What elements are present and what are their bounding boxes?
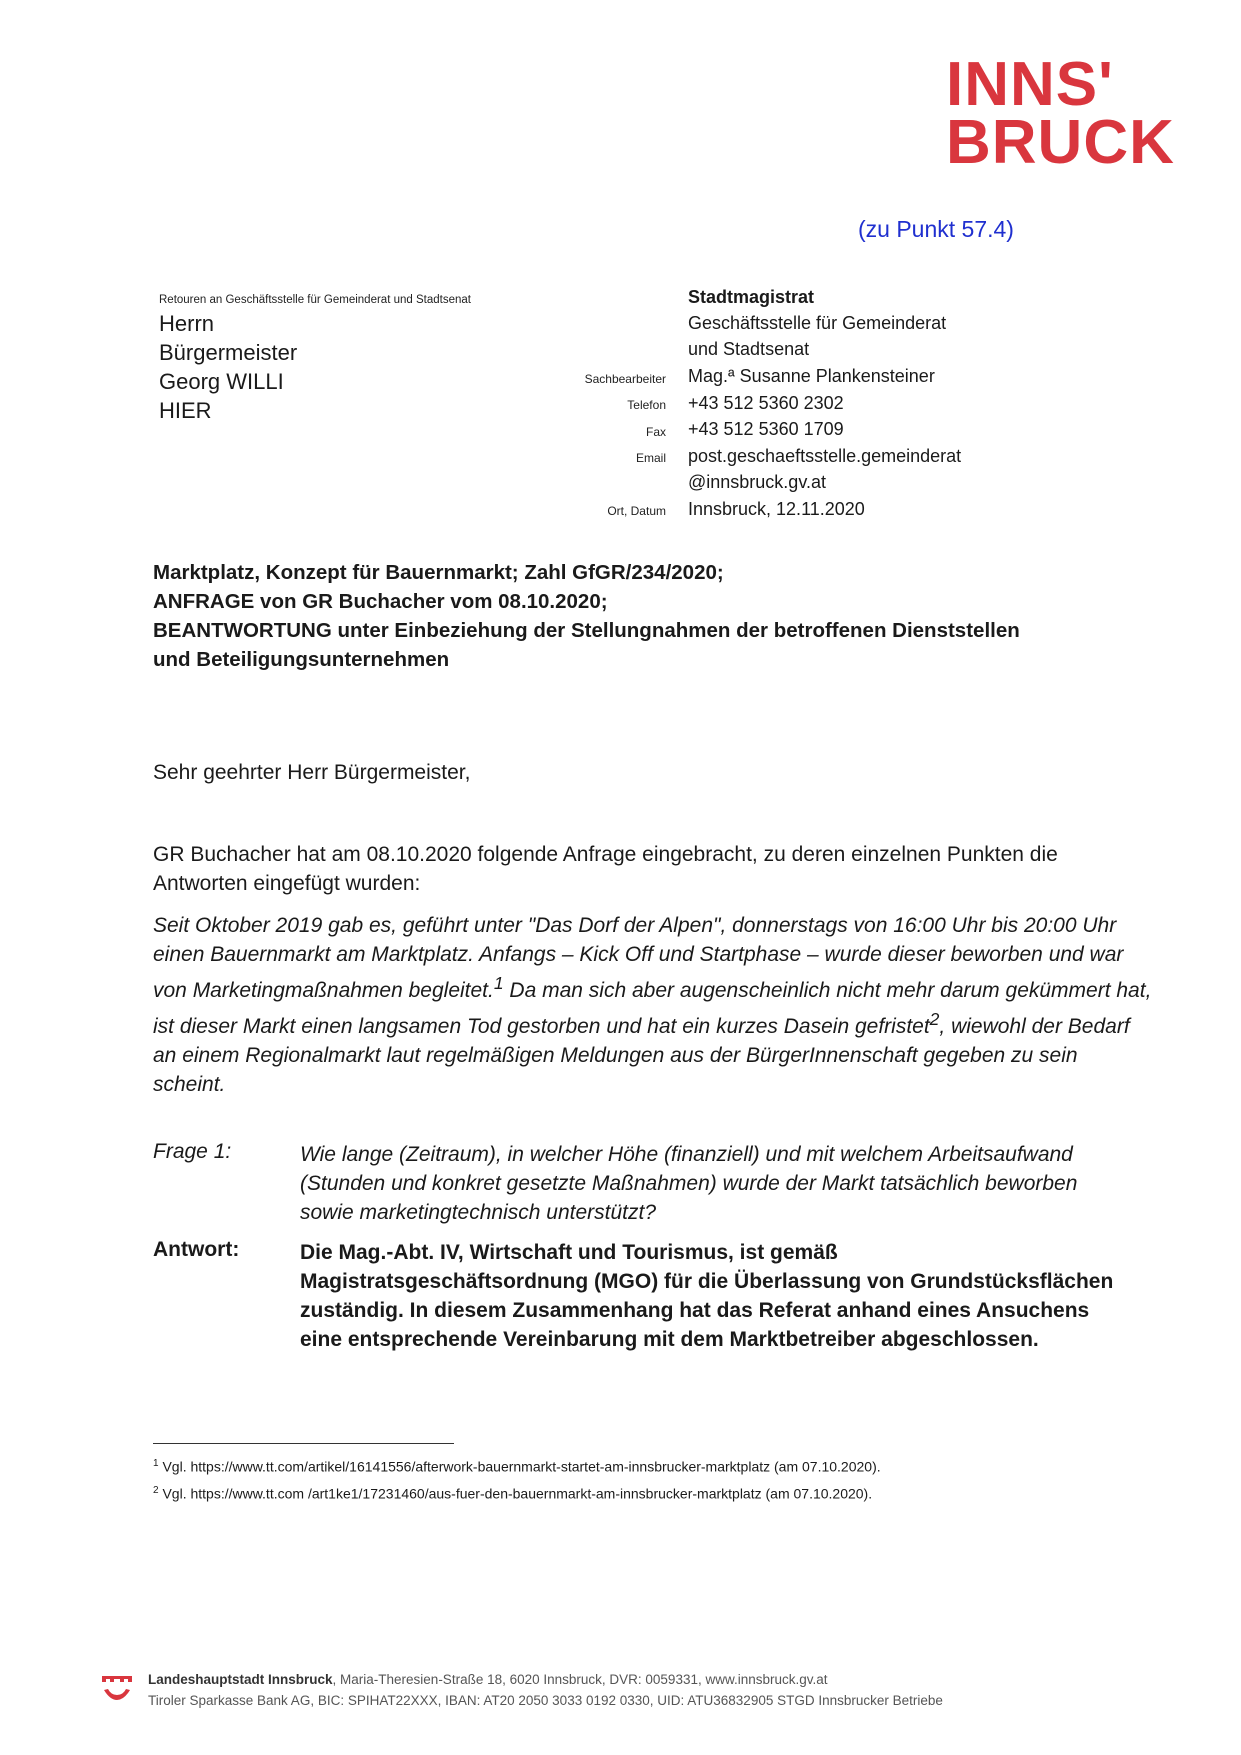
email-line-2: @innsbruck.gv.at	[688, 472, 826, 492]
footnote-ref: 1	[493, 973, 504, 993]
quote-part: , wiewohl der Bedarf an einem Regionalmarkt laut regelmäßigen Meldungen aus der BürgerInnenschaft gegeben zu sein scheint.	[153, 1015, 1130, 1096]
footnote-1	[153, 1458, 881, 1475]
footer-line-1	[148, 1672, 828, 1687]
answer-text: Die Mag.-Abt. IV, Wirtschaft und Tourismus, ist gemäß Magistratsgeschäftsordnung (MGO) für die Überlassung von Grundstücksflächen zuständig. In diesem Zusammenhang hat das Referat anhand eines Ansuchens eine entsprechende Vereinbarung mit dem Marktbetreiber abgeschlossen.	[300, 1241, 1114, 1351]
subject-line: Marktplatz, Konzept für Bauernmarkt; Zahl GfGR/234/2020;	[153, 561, 724, 584]
sender-department-2: und Stadtsenat	[688, 339, 810, 359]
logo-line-1: INNS'	[946, 50, 1114, 119]
email-line-1: post.geschaeftsstelle.gemeinderat	[688, 446, 962, 466]
fax-number: +43 512 5360 1709	[688, 419, 844, 439]
footnote-ref: 2	[929, 1009, 940, 1029]
quote-part: Seit Oktober 2019 gab es, geführt unter "Das Dorf der Alpen", donnerstags von 16:00 Uhr bis 20:00 Uhr einen Bauernmarkt am Marktplatz. Anfangs – Kick Off und Startphase – wurde dieser beworben und war von Marketingmaßnahmen begleitet.	[153, 914, 1124, 1002]
footnote-number: 2	[153, 1485, 159, 1496]
subject-line: und Beteiligungsunternehmen	[153, 648, 450, 671]
recipient-line: HIER	[159, 398, 212, 423]
place-date: Innsbruck, 12.11.2020	[688, 499, 865, 519]
question-label: Frage 1:	[153, 1140, 232, 1163]
footnote-text: Vgl. https://www.tt.com/artikel/16141556/afterwork-bauernmarkt-startet-am-innsbrucker-marktplatz (am 07.10.2020).	[162, 1458, 881, 1475]
sender-office: Stadtmagistrat	[688, 287, 815, 307]
quote-part: Da man sich aber augenscheinlich nicht mehr darum gekümmert hat, ist dieser Markt einen langsamen Tod gestorben und hat ein kurzes Dasein gefristet	[153, 979, 1152, 1038]
innsbruck-logo	[946, 50, 1196, 177]
fax-label: Fax	[645, 425, 666, 439]
recipient-line: Herrn	[159, 311, 215, 336]
subject-line: ANFRAGE von GR Buchacher vom 08.10.2020;	[153, 590, 608, 613]
date-label: Ort, Datum	[607, 504, 666, 518]
return-address-note: Retouren an Geschäftsstelle für Gemeinderat und Stadtsenat	[159, 294, 471, 306]
recipient-line: Georg WILLI	[159, 369, 284, 394]
footnote-2	[153, 1485, 872, 1502]
intro-paragraph: GR Buchacher hat am 08.10.2020 folgende Anfrage eingebracht, zu deren einzelnen Punkten die Antworten eingefügt wurden:	[153, 843, 1058, 895]
city-crest-icon	[100, 1672, 134, 1711]
phone-number: +43 512 5360 2302	[688, 393, 844, 413]
logo-line-2: BRUCK	[946, 108, 1175, 177]
agenda-reference: (zu Punkt 57.4)	[858, 216, 1014, 242]
salutation: Sehr geehrter Herr Bürgermeister,	[153, 761, 471, 784]
answer-label: Antwort:	[153, 1238, 240, 1261]
recipient-address	[159, 309, 297, 425]
footnote-number: 1	[153, 1458, 159, 1469]
clerk-name: Mag.ª Susanne Plankensteiner	[688, 366, 935, 386]
subject-block	[153, 558, 1153, 674]
quoted-inquiry	[153, 911, 1153, 1099]
clerk-label: Sachbearbeiter	[584, 372, 666, 386]
footer-address: , Maria-Theresien-Straße 18, 6020 Innsbruck, DVR: 0059331, www.innsbruck.gv.at	[332, 1672, 828, 1687]
sender-department-1: Geschäftsstelle für Gemeinderat	[688, 313, 947, 333]
footer-org: Landeshauptstadt Innsbruck	[148, 1672, 333, 1687]
footnote-divider	[153, 1443, 454, 1444]
email-label: Email	[635, 451, 666, 465]
footer-line-2: Tiroler Sparkasse Bank AG, BIC: SPIHAT22XXX, IBAN: AT20 2050 3033 0192 0330, UID: ATU36832905 STGD Innsbrucker Betriebe	[148, 1693, 943, 1708]
recipient-line: Bürgermeister	[159, 340, 298, 365]
subject-line: BEANTWORTUNG unter Einbeziehung der Stellungnahmen der betroffenen Dienststellen	[153, 619, 1020, 642]
footnote-text: Vgl. https://www.tt.com /art1ke1/17231460/aus-fuer-den-bauernmarkt-am-innsbrucker-marktplatz (am 07.10.2020).	[162, 1485, 873, 1502]
phone-label: Telefon	[627, 398, 666, 412]
question-text: Wie lange (Zeitraum), in welcher Höhe (finanziell) und mit welchem Arbeitsaufwand (Stunden und konkret gesetzte Maßnahmen) wurde der Markt tatsächlich beworben sowie marketingtechnisch unterstützt?	[300, 1143, 1078, 1224]
